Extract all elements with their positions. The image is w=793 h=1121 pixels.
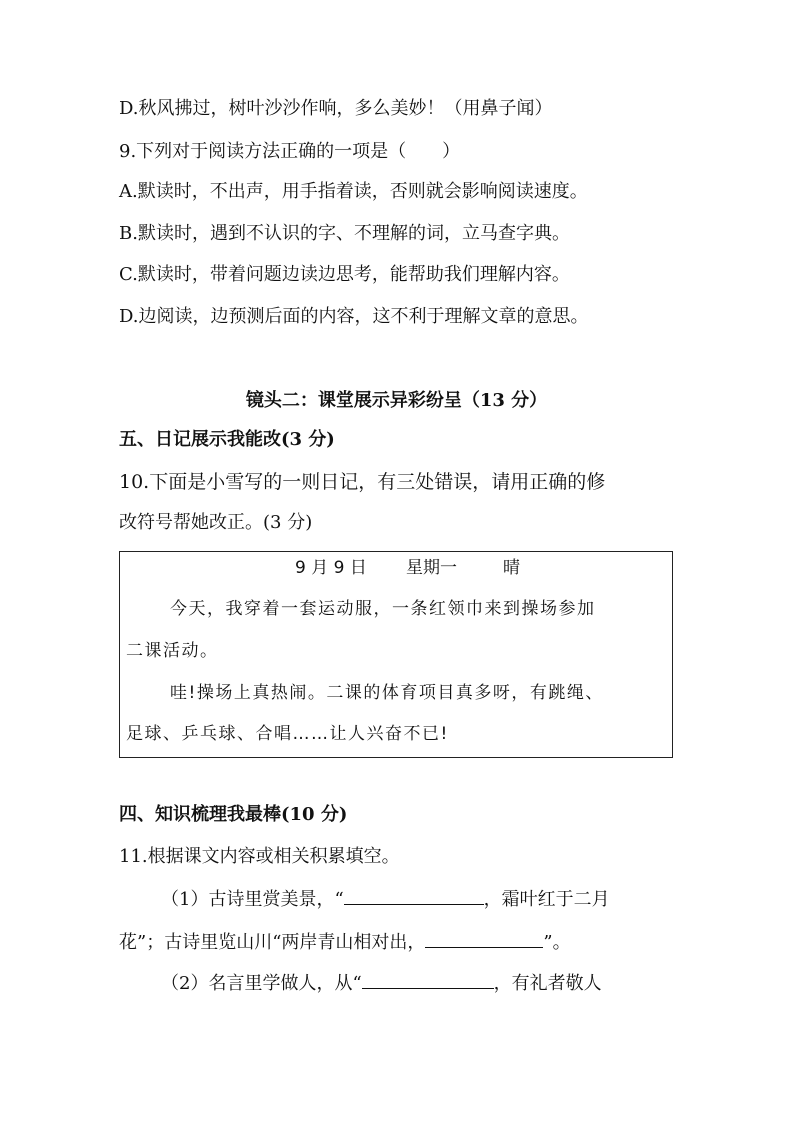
q9-option-b: B.默读时，遇到不认识的字、不理解的词，立马查字典。 bbox=[119, 223, 570, 244]
q9-option-c: C.默读时，带着问题边读边思考，能帮助我们理解内容。 bbox=[119, 264, 570, 285]
q10-line-2: 改符号帮她改正。(3 分) bbox=[119, 512, 313, 533]
diary-p1-line2: 二课活动。 bbox=[126, 641, 219, 661]
q9-question: 9.下列对于阅读方法正确的一项是（ ） bbox=[119, 141, 461, 162]
q11-item1-text-c: 花”；古诗里览山川“两岸青山相对出， bbox=[119, 932, 426, 953]
q11-item1-text-a: （1）古诗里赏美景，“ bbox=[161, 889, 344, 910]
part4-heading: 四、知识梳理我最棒(10 分) bbox=[119, 804, 348, 825]
q11-item1-text-d: ”。 bbox=[543, 932, 571, 953]
q11-item2-text-a: （2）名言里学做人，从“ bbox=[161, 973, 362, 994]
diary-weather: 晴 bbox=[503, 558, 520, 578]
q10-line-1: 10.下面是小雪写的一则日记，有三处错误，请用正确的修 bbox=[119, 471, 606, 493]
diary-p2-line1: 哇!操场上真热闹。二课的体育项目真多呀，有跳绳、 bbox=[170, 683, 604, 703]
diary-p2-line2: 足球、乒乓球、合唱……让人兴奋不已! bbox=[126, 724, 449, 744]
fill-blank-3[interactable] bbox=[362, 970, 494, 989]
q9-option-d: D.边阅读，边预测后面的内容，这不利于理解文章的意思。 bbox=[119, 306, 589, 327]
diary-p1-line1: 今天，我穿着一套运动服，一条红领巾来到操场参加 bbox=[170, 599, 596, 619]
part5-heading: 五、日记展示我能改(3 分) bbox=[119, 429, 335, 450]
diary-box bbox=[119, 551, 673, 758]
q11-item1-text-b: ，霜叶红于二月 bbox=[483, 889, 610, 910]
diary-date: 9 月 9 日 bbox=[295, 558, 367, 578]
fill-blank-1[interactable] bbox=[344, 886, 484, 905]
q11-item1-line2 bbox=[119, 929, 571, 955]
q11-item1-line1 bbox=[161, 886, 610, 912]
q9-option-a: A.默读时，不出声，用手指着读，否则就会影响阅读速度。 bbox=[119, 181, 588, 202]
q8-option-d: D.秋风拂过，树叶沙沙作响，多么美妙！（用鼻子闻） bbox=[119, 98, 553, 119]
q11-question: 11.根据课文内容或相关积累填空。 bbox=[119, 846, 400, 867]
diary-weekday: 星期一 bbox=[406, 558, 457, 578]
fill-blank-2[interactable] bbox=[425, 929, 543, 948]
section-title: 镜头二：课堂展示异彩纷呈（13 分） bbox=[245, 390, 548, 411]
q11-item2-text-b: ，有礼者敬人 bbox=[493, 973, 602, 994]
q11-item2-line1 bbox=[161, 970, 602, 996]
